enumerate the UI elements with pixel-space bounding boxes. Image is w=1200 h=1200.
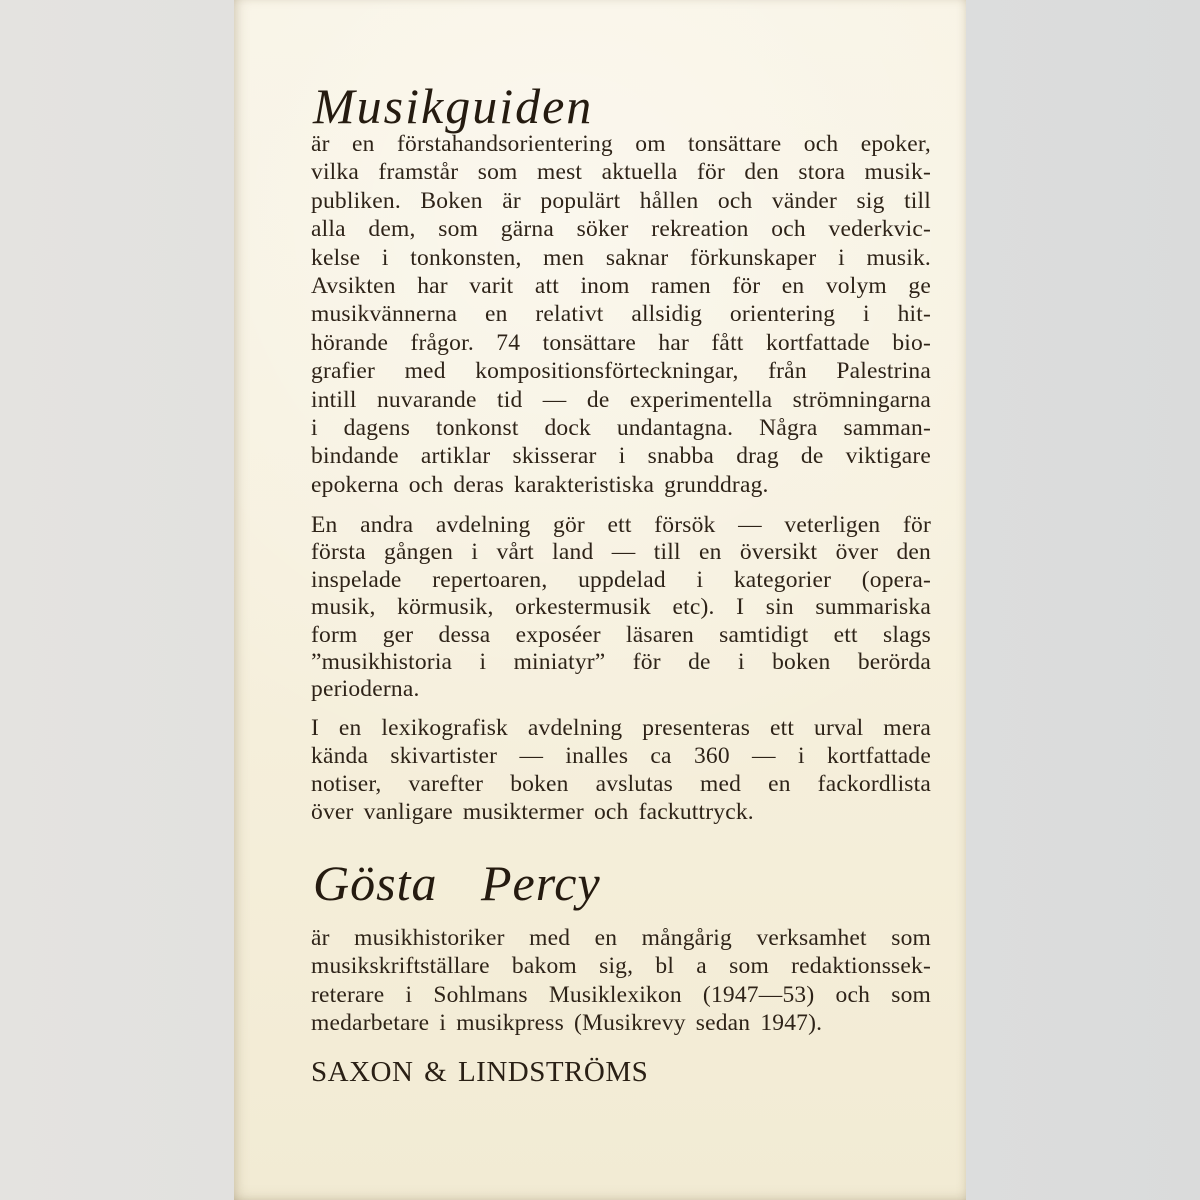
text-line: kända skivartister — inalles ca 360 — i kortfattade [311,743,931,769]
text-line: alla dem, som gärna söker rekreation och vederkvic- [311,216,931,243]
page-content [311,0,931,1200]
publisher-name: SAXON & LINDSTRÖMS [311,1056,649,1088]
intro-paragraph [311,130,931,499]
text-line: publiken. Boken är populärt hållen och vänder sig till [311,187,931,214]
text-line: musik, körmusik, orkestermusik etc). I sin summariska [311,594,931,621]
text-line: över vanligare musiktermer och fackuttryck. [311,799,754,825]
text-line: En andra avdelning gör ett försök — veterligen för [311,512,931,538]
book-title: Musikguiden [313,78,594,134]
text-line: är musikhistoriker med en mångårig verksamhet som [311,925,931,951]
text-line: intill nuvarande tid — de experimentella strömningarna [311,386,931,413]
author-heading: Gösta Percy [313,855,601,911]
text-line: form ger dessa exposéer läsaren samtidigt ett slags [311,621,931,648]
text-line: hörande frågor. 74 tonsättare har fått kortfattade bio- [311,329,931,356]
text-line: epokerna och deras karakteristiska grunddrag. [311,471,769,498]
text-line: vilka framstår som mest aktuella för den stora musik- [311,159,931,186]
author-bio-paragraph [311,924,931,1037]
text-line: bindande artiklar skisserar i snabba drag de viktigare [311,443,931,470]
text-line: är en förstahandsorientering om tonsättare och epoker, [311,131,931,157]
book-page [234,0,966,1200]
text-line: ”musikhistoria i miniatyr” för de i boken berörda [311,649,931,676]
text-line: kelse i tonkonsten, men saknar förkunskaper i musik. [311,244,931,271]
text-line: I en lexikografisk avdelning presenteras ett urval mera [311,715,931,741]
text-line: musikskriftställare bakom sig, bl a som redaktionssek- [311,953,931,980]
text-line: Avsikten har varit att inom ramen för en volym ge [311,273,931,300]
text-line: inspelade repertoaren, uppdelad i kategorier (opera- [311,566,931,593]
text-line: musikvännerna en relativt allsidig orientering i hit- [311,301,931,328]
text-line: medarbetare i musikpress (Musikrevy sedan 1947). [311,1009,823,1036]
text-line: grafier med kompositionsförteckningar, från Palestrina [311,358,931,385]
text-line: reterare i Sohlmans Musiklexikon (1947—53) och som [311,981,931,1008]
text-line: första gången i vårt land — till en översikt över den [311,539,931,566]
text-line: perioderna. [311,676,420,703]
text-line: notiser, varefter boken avslutas med en fackordlista [311,771,931,797]
text-line: i dagens tonkonst dock undantagna. Några samman- [311,415,931,442]
third-section-paragraph [311,714,931,826]
second-section-paragraph [311,512,931,704]
